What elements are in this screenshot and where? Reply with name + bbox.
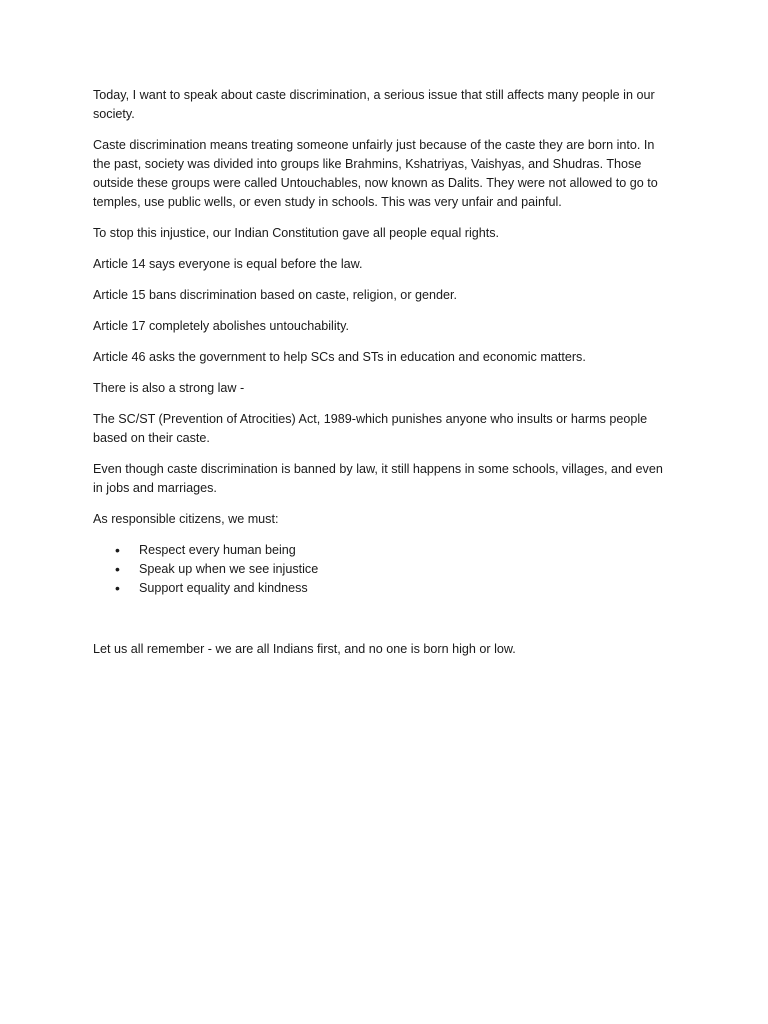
paragraph-still-happens: Even though caste discrimination is banned by law, it still happens in some schools, villages, and even in jobs and marriages.: [93, 462, 663, 495]
list-item: [93, 541, 675, 560]
paragraph-article-14: Article 14 says everyone is equal before the law.: [93, 257, 363, 271]
list-item-text: Support equality and kindness: [139, 581, 308, 595]
list-item-text: Respect every human being: [139, 543, 296, 557]
bullet-glyph: •: [115, 580, 120, 596]
bullet-list: [93, 541, 675, 598]
paragraph-article-46: Article 46 asks the government to help SCs and STs in education and economic matters.: [93, 350, 586, 364]
paragraph-strong-law: There is also a strong law -: [93, 381, 245, 395]
paragraph-closing: Let us all remember - we are all Indians first, and no one is born high or low.: [93, 642, 516, 656]
list-item: [93, 560, 675, 579]
blank-line: [93, 610, 675, 640]
list-item-text: Speak up when we see injustice: [139, 562, 319, 576]
paragraph-constitution: To stop this injustice, our Indian Constitution gave all people equal rights.: [93, 226, 500, 240]
document-body: [93, 86, 675, 671]
paragraph-definition: Caste discrimination means treating someone unfairly just because of the caste they are born into. In the past, society was divided into groups like Brahmins, Kshatriyas, Vaishyas, and Shudras. Those outside these groups were called Untouchables, now known as Dalits. They were not allowed to go to temples, use public wells, or even study in schools. This was very unfair and painful.: [93, 138, 658, 209]
paragraph-article-15: Article 15 bans discrimination based on caste, religion, or gender.: [93, 288, 458, 302]
bullet-glyph: •: [115, 542, 120, 558]
bullet-glyph: •: [115, 561, 120, 577]
paragraph-citizens: As responsible citizens, we must:: [93, 512, 279, 526]
paragraph-article-17: Article 17 completely abolishes untouchability.: [93, 319, 349, 333]
list-item: [93, 579, 675, 598]
paragraph-atrocities-act: The SC/ST (Prevention of Atrocities) Act, 1989-which punishes anyone who insults or harms people based on their caste.: [93, 412, 648, 445]
paragraph-intro: Today, I want to speak about caste discrimination, a serious issue that still affects many people in our society.: [93, 88, 655, 121]
